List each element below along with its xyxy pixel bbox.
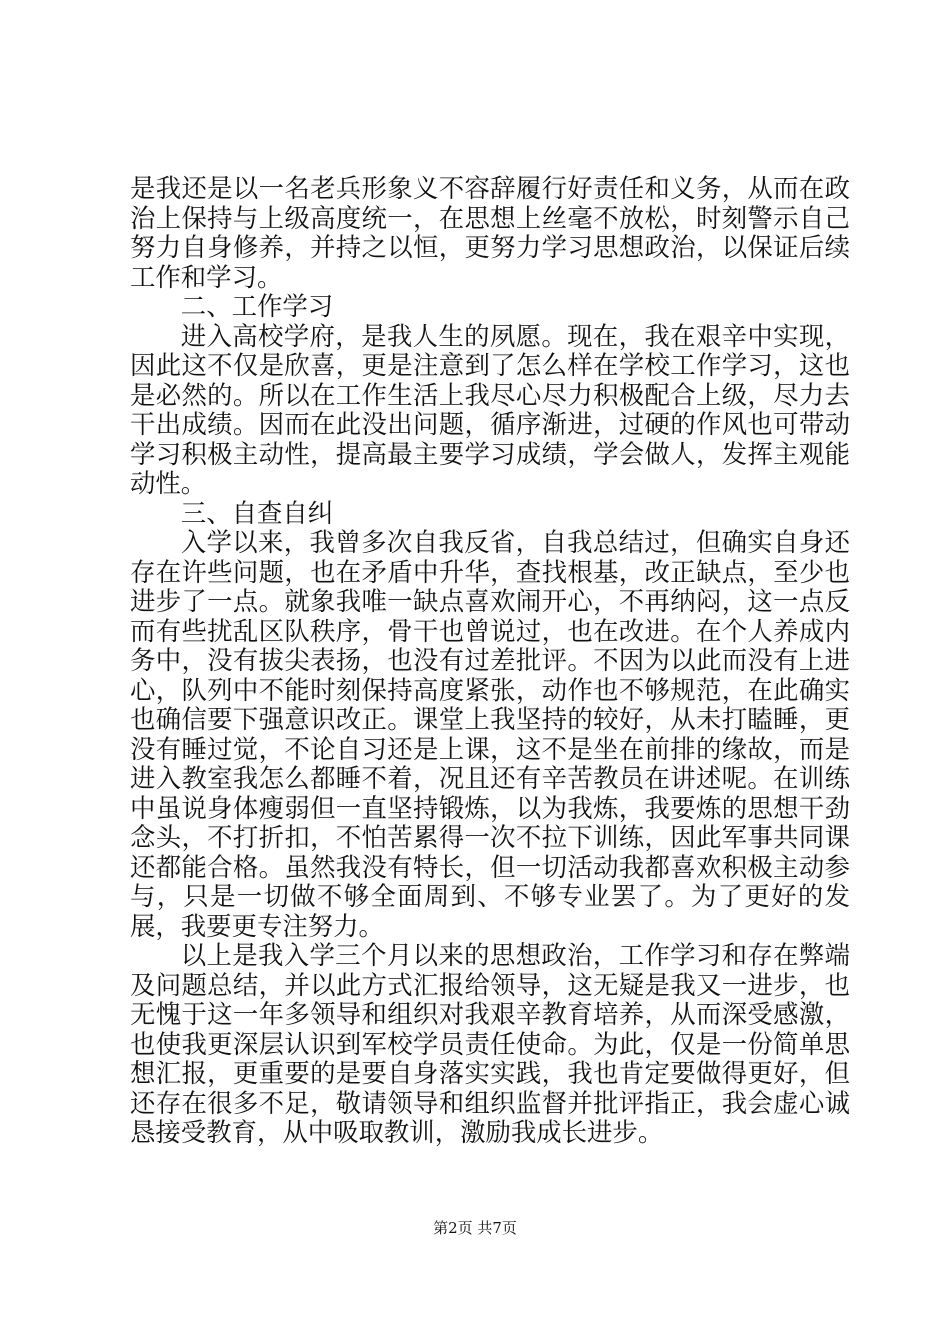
paragraph-self-inspection: 入学以来，我曾多次自我反省，自我总结过，但确实自身还存在许些问题，也在矛盾中升华，查找根基，改正缺点，至少也进步了一点。就象我唯一缺点喜欢闹开心，不再纳闷，这一点反而有些扰乱区队秩序，骨干也曾说过，也在改进。在个人养成内务中，没有拔尖表扬，也没有过差批评。不因为以此而没有上进心，队列中不能时刻保持高度紧张，动作也不够规范，在此确实也确信要下强意识改正。课堂上我坚持的较好，从未打瞌睡，更没有睡过觉，不论自习还是上课，这不是坐在前排的缘故，而是进入教室我怎么都睡不着，况且还有辛苦教员在讲述呢。在训练中虽说身体瘦弱但一直坚持锻炼，以为我炼，我要炼的思想干劲念头，不打折扣，不怕苦累得一次不拉下训练，因此军事共同课还都能合格。虽然我没有特长，但一切活动我都喜欢积极主动参与，只是一切做不够全面周到、不够专业罢了。为了更好的发展，我要更专注努力。 — [130, 527, 850, 941]
section-heading-self-inspection: 三、自查自纠 — [180, 497, 334, 528]
page-footer — [0, 1218, 950, 1238]
paragraph-work-study: 进入高校学府，是我人生的夙愿。现在，我在艰辛中实现，因此这不仅是欣喜，更是注意到了怎么样在学校工作学习，这也是必然的。所以在工作生活上我尽心尽力积极配合上级，尽力去干出成绩。因而在此没出问题，循序渐进，过硬的作风也可带动学习积极主动性，提高最主要学习成绩，学会做人，发挥主观能动性。 — [130, 320, 850, 498]
page-number-label: 第2页 共7页 — [433, 1219, 517, 1237]
document-body — [130, 174, 850, 1148]
paragraph-continuation: 是我还是以一名老兵形象义不容辞履行好责任和义务，从而在政治上保持与上级高度统一，在思想上丝毫不放松，时刻警示自己努力自身修养，并持之以恒，更努力学习思想政治，以保证后续工作和学习。 — [130, 173, 850, 292]
section-heading-work-study: 二、工作学习 — [180, 291, 334, 321]
paragraph-summary: 以上是我入学三个月以来的思想政治，工作学习和存在弊端及问题总结，并以此方式汇报给领导，这无疑是我又一进步，也无愧于这一年多领导和组织对我艰辛教育培养，从而深受感激，也使我更深层认识到军校学员责任使命。为此，仅是一份简单思想汇报，更重要的是要自身落实实践，我也肯定要做得更好，但还存在很多不足，敬请领导和组织监督并批评指正，我会虚心诚恳接受教育，从中吸取教训，激励我成长进步。 — [130, 940, 850, 1147]
